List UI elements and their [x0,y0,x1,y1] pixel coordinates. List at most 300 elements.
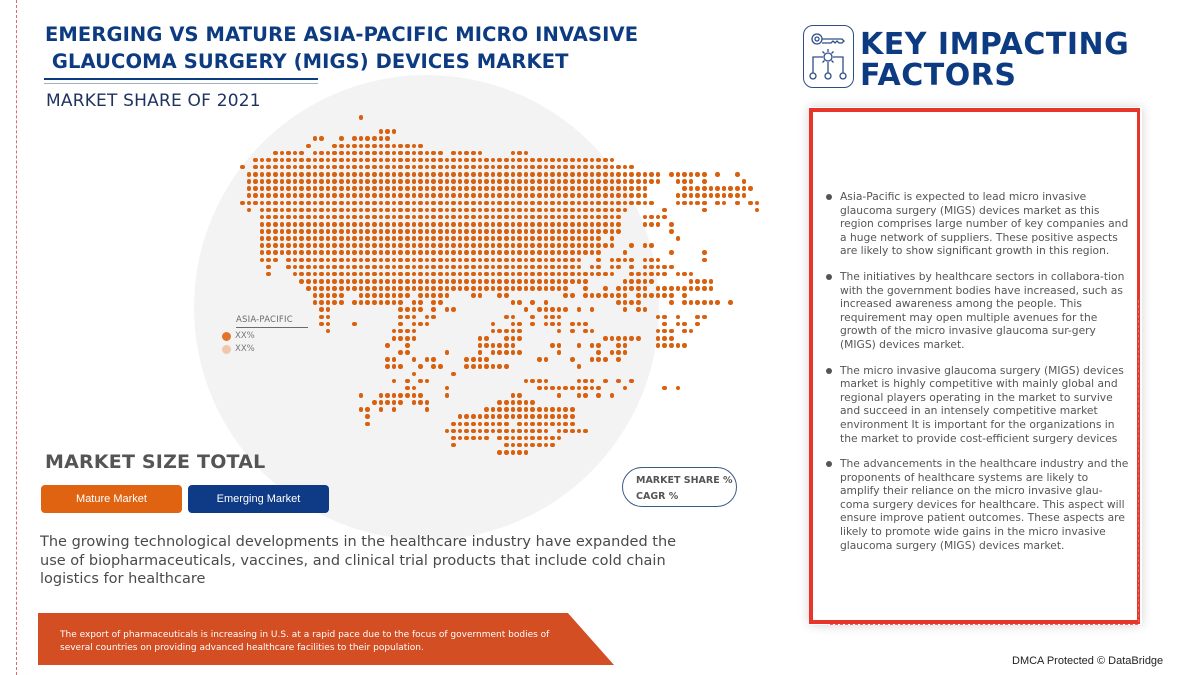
map-dot [431,279,436,284]
map-dot [583,293,588,298]
map-dot [544,300,549,305]
map-dot [616,201,621,206]
map-dot [385,129,390,134]
map-dot [464,193,469,198]
map-dot [299,186,304,191]
map-dot [398,393,403,398]
map-dot [537,165,542,170]
map-dot [629,201,634,206]
map-dot [352,243,357,248]
map-dot [319,158,324,163]
map-dot [438,222,443,227]
map-dot [530,315,535,320]
map-dot [425,222,430,227]
map-dot [464,286,469,291]
map-dot [530,429,535,434]
map-dot [563,422,568,427]
map-dot [464,250,469,255]
map-dot [484,179,489,184]
map-dot [616,186,621,191]
map-dot [616,208,621,213]
map-dot [438,151,443,156]
map-dot [577,243,582,248]
map-dot [695,322,700,327]
map-dot [471,208,476,213]
map-dot [544,279,549,284]
map-dot [438,258,443,263]
key-factors-list [824,190,1129,564]
map-dot [544,357,549,362]
map-dot [313,179,318,184]
map-dot [451,372,456,377]
map-dot [563,414,568,419]
map-dot [577,193,582,198]
map-dot [339,265,344,270]
map-dot [497,414,502,419]
map-dot [352,322,357,327]
map-dot [319,208,324,213]
map-dot [517,407,522,412]
map-dot [339,215,344,220]
map-dot [478,229,483,234]
map-dot [709,279,714,284]
map-dot [293,222,298,227]
map-dot [596,222,601,227]
map-dot [570,386,575,391]
map-dot [332,250,337,255]
map-dot [445,193,450,198]
map-dot [313,236,318,241]
map-dot [445,172,450,177]
map-dot [616,179,621,184]
legend-title: ASIA-PACIFIC [236,315,308,328]
map-dot [319,179,324,184]
map-dot [563,193,568,198]
map-dot [742,179,747,184]
map-dot [326,179,331,184]
map-dot [504,400,509,405]
map-dot [504,422,509,427]
map-dot [365,414,370,419]
map-dot [313,229,318,234]
map-dot [286,215,291,220]
map-dot [570,229,575,234]
map-dot [570,407,575,412]
map-dot [273,158,278,163]
map-dot [372,279,377,284]
map-dot [346,193,351,198]
map-dot [563,307,568,312]
map-dot [306,186,311,191]
map-dot [392,172,397,177]
map-dot [431,201,436,206]
map-dot [385,243,390,248]
map-dot [339,165,344,170]
map-dot [412,229,417,234]
map-dot [682,272,687,277]
map-dot [583,286,588,291]
map-dot [511,172,516,177]
map-dot [451,222,456,227]
key-factor-text: The initiatives by healthcare sectors in collabora-tion with the government bodies have increased, such as increased awareness among the people. This requirement may open multiple avenues for the growth of the micro invasive glaucoma sur-gery (MIGS) devices market. [840,269,1125,351]
map-dot [537,215,542,220]
map-dot [596,179,601,184]
map-dot [656,336,661,341]
map-dot [418,307,423,312]
map-dot [709,300,714,305]
map-dot [464,236,469,241]
map-dot [544,414,549,419]
map-dot [253,186,258,191]
map-dot [504,258,509,263]
map-dot [662,329,667,334]
map-dot [431,250,436,255]
map-dot [590,172,595,177]
map-dot [530,258,535,263]
map-dot [438,293,443,298]
map-dot [247,179,252,184]
map-dot [524,222,529,227]
map-dot [636,279,641,284]
map-dot [550,407,555,412]
map-dot [418,243,423,248]
map-dot [682,343,687,348]
legend-value: XX% [235,344,255,354]
map-dot [689,186,694,191]
map-dot [676,236,681,241]
map-dot [530,201,535,206]
map-dot [471,414,476,419]
cagr-label: CAGR % [636,491,679,502]
map-dot [537,201,542,206]
map-dot [616,293,621,298]
map-dot [616,300,621,305]
map-dot [643,243,648,248]
map-dot [570,215,575,220]
map-dot [511,350,516,355]
map-dot [656,272,661,277]
map-dot [405,158,410,163]
map-dot [385,136,390,141]
map-dot [458,229,463,234]
map-dot [398,336,403,341]
map-dot [636,336,641,341]
map-dot [385,258,390,263]
map-dot [273,151,278,156]
map-dot [332,286,337,291]
map-dot [603,201,608,206]
map-dot [385,208,390,213]
map-dot [583,208,588,213]
map-dot [669,293,674,298]
map-dot [695,279,700,284]
map-dot [478,293,483,298]
map-dot [339,151,344,156]
map-dot [286,193,291,198]
map-dot [280,243,285,248]
map-dot [669,286,674,291]
map-dot [695,172,700,177]
map-dot [379,243,384,248]
map-dot [497,222,502,227]
map-dot [511,343,516,348]
map-dot [550,286,555,291]
map-dot [478,222,483,227]
map-dot [557,393,562,398]
map-dot [669,265,674,270]
map-dot [537,265,542,270]
map-dot [643,201,648,206]
map-dot [273,229,278,234]
map-dot [544,250,549,255]
map-dot [610,222,615,227]
map-dot [610,158,615,163]
key-factor-text: The advancements in the healthcare industry and the proponents of healthcare systems are likely to amplify their reliance on the micro invasive glau-coma surgery devices for healthcare. This aspect will ensure improve patient outcomes. These aspects are likely to promote wide gains in the micro invasive glaucoma surgery (MIGS) devices market. [840,457,1129,552]
map-dot [385,250,390,255]
emerging-market-button[interactable]: Emerging Market [188,485,329,513]
map-dot [563,407,568,412]
map-dot [412,186,417,191]
map-dot [583,179,588,184]
map-dot [346,236,351,241]
map-dot [385,265,390,270]
map-dot [286,172,291,177]
map-dot [497,243,502,248]
map-dot [339,208,344,213]
map-dot [715,300,720,305]
key-factor-text: Asia-Pacific is expected to lead micro invasive glaucoma surgery (MIGS) devices market as this region comprises large number of key companies and a huge network of suppliers. These positive aspects are likely to show significant growth in this region. [840,190,1129,258]
map-dot [418,364,423,369]
map-dot [405,250,410,255]
map-dot [451,243,456,248]
map-dot [458,286,463,291]
map-dot [418,250,423,255]
map-dot [418,400,423,405]
map-dot [676,315,681,320]
map-dot [471,236,476,241]
map-dot [392,179,397,184]
map-dot [596,243,601,248]
map-dot [517,300,522,305]
map-dot [319,307,324,312]
map-dot [445,350,450,355]
map-dot [319,265,324,270]
map-dot [471,272,476,277]
map-dot [636,300,641,305]
map-dot [570,279,575,284]
map-dot [504,443,509,448]
map-dot [372,208,377,213]
map-dot [280,172,285,177]
map-dot [484,215,489,220]
map-dot [550,322,555,327]
map-dot [649,243,654,248]
map-dot [359,179,364,184]
map-dot [550,172,555,177]
map-dot [583,186,588,191]
mature-market-button[interactable]: Mature Market [41,485,182,513]
map-dot [306,265,311,270]
map-dot [346,250,351,255]
map-dot [458,222,463,227]
bullet-icon [826,274,832,280]
map-dot [517,350,522,355]
map-dot [405,229,410,234]
map-dot [451,193,456,198]
map-dot [537,357,542,362]
map-dot [583,222,588,227]
map-dot [471,265,476,270]
map-dot [451,258,456,263]
map-dot [471,193,476,198]
title-line-1: EMERGING VS MATURE ASIA-PACIFIC MICRO INVASIVE [45,23,639,46]
map-dot [583,193,588,198]
map-dot [662,386,667,391]
map-dot [299,258,304,263]
map-dot [643,186,648,191]
map-dot [365,300,370,305]
map-dot [247,172,252,177]
map-dot [319,172,324,177]
map-dot [610,172,615,177]
map-dot [412,179,417,184]
map-dot [478,286,483,291]
map-dot [590,179,595,184]
map-dot [596,393,601,398]
map-dot [299,250,304,255]
map-dot [372,286,377,291]
map-dot [471,436,476,441]
map-dot [511,236,516,241]
map-dot [313,300,318,305]
map-dot [662,343,667,348]
map-dot [603,179,608,184]
map-dot [570,193,575,198]
map-dot [464,258,469,263]
map-dot [280,236,285,241]
map-dot [332,193,337,198]
map-dot [497,293,502,298]
map-dot [636,286,641,291]
map-dot [379,300,384,305]
map-dot [379,407,384,412]
map-dot [537,307,542,312]
map-dot [504,236,509,241]
map-dot [504,329,509,334]
map-dot [392,393,397,398]
map-dot [260,229,265,234]
map-dot [306,258,311,263]
map-dot [306,144,311,149]
map-dot [570,243,575,248]
map-dot [570,186,575,191]
panel-dashed-bottom [830,624,1138,625]
map-dot [379,136,384,141]
map-dot [583,322,588,327]
map-dot [293,179,298,184]
map-dot [385,364,390,369]
map-dot [550,422,555,427]
map-dot [339,222,344,227]
map-dot [379,179,384,184]
map-dot [537,222,542,227]
map-dot [451,201,456,206]
map-dot [563,229,568,234]
map-dot [319,300,324,305]
map-dot [372,193,377,198]
map-dot [478,186,483,191]
map-dot [471,179,476,184]
map-dot [332,172,337,177]
map-dot [418,393,423,398]
map-dot [319,322,324,327]
map-dot [570,429,575,434]
map-dot [649,293,654,298]
map-dot [365,286,370,291]
map-dot [590,222,595,227]
map-dot [319,286,324,291]
map-dot [478,279,483,284]
map-dot [517,286,522,291]
map-dot [682,300,687,305]
map-dot [570,179,575,184]
map-dot [412,250,417,255]
map-dot [484,201,489,206]
map-dot [563,243,568,248]
map-dot [504,186,509,191]
legend-item [222,344,308,354]
map-dot [550,250,555,255]
map-dot [412,222,417,227]
map-dot [728,186,733,191]
map-dot [445,293,450,298]
map-dot [405,179,410,184]
map-dot [385,286,390,291]
map-dot [755,201,760,206]
map-dot [451,279,456,284]
map-dot [306,208,311,213]
map-dot [352,236,357,241]
map-dot [695,286,700,291]
map-dot [596,193,601,198]
map-dot [537,172,542,177]
map-dot [662,208,667,213]
map-dot [577,393,582,398]
map-dot [240,201,245,206]
map-dot [735,201,740,206]
map-dot [497,179,502,184]
map-dot [570,414,575,419]
map-dot [517,179,522,184]
map-dot [332,201,337,206]
map-dot [735,193,740,198]
map-dot [280,179,285,184]
map-dot [537,272,542,277]
map-dot [689,193,694,198]
map-dot [385,222,390,227]
map-dot [511,243,516,248]
map-dot [742,193,747,198]
map-dot [524,172,529,177]
map-dot [603,215,608,220]
key-factors-title-line-2: FACTORS [860,58,1017,93]
map-dot [293,172,298,177]
map-dot [471,422,476,427]
map-dot [471,243,476,248]
map-dot [352,265,357,270]
map-dot [445,186,450,191]
map-dot [352,208,357,213]
